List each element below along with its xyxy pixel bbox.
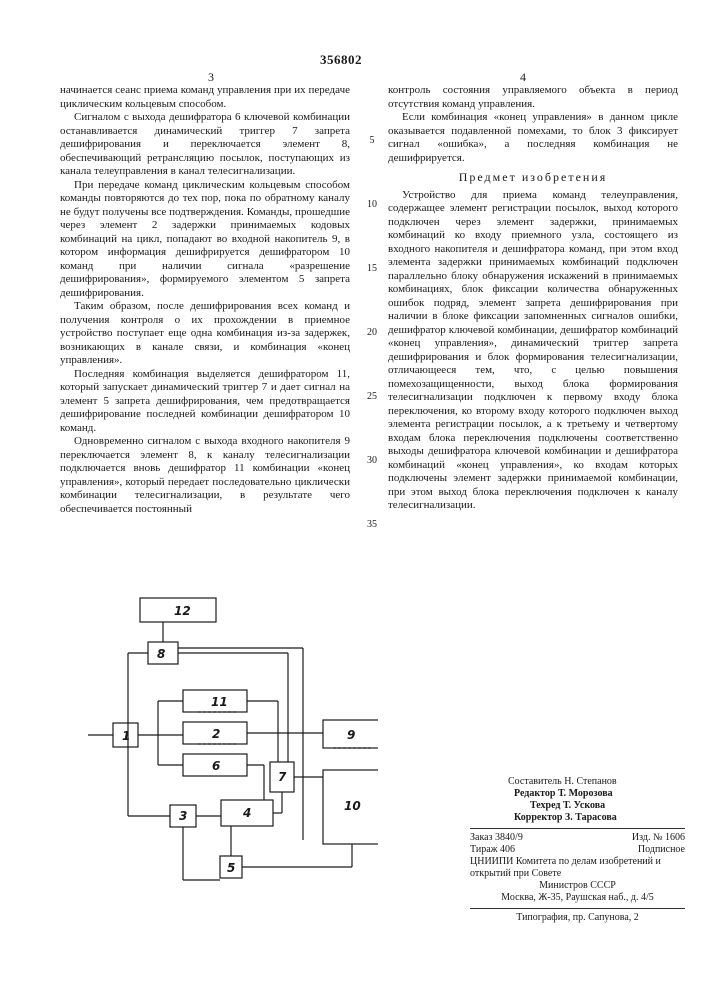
compiler: Составитель Н. Степанов [470, 776, 685, 788]
line-number: 5 [362, 135, 382, 146]
left-text-column [60, 84, 350, 516]
circulation: Тираж 406 [470, 844, 515, 856]
right-column-number: 4 [520, 70, 526, 85]
block-9-label: 9 [347, 728, 355, 742]
block-1-label: 1 [122, 729, 130, 743]
line-number: 35 [362, 519, 382, 530]
block-2-label: 2 [212, 727, 220, 741]
organization: ЦНИИПИ Комитета по делам изобретений и открытий при Совете [470, 856, 685, 880]
line-number: 15 [362, 263, 382, 274]
block-6-label: 6 [212, 759, 220, 773]
block-4-label: 4 [242, 806, 251, 820]
patent-number: 356802 [320, 52, 362, 68]
paragraph: Последняя комбинация выделяется дешифратором 11, который запускает динамический триггер 7 и дает сигнал на элемент 5 запрета дешифрирования, чем предотвращается дешифрирование последней комбинации дешифратором 10 команд. [60, 368, 350, 436]
block-10-label: 10 [344, 799, 361, 813]
techred: Техред Т. Ускова [470, 800, 685, 812]
order: Заказ 3840/9 [470, 832, 523, 844]
address: Москва, Ж-35, Раушская наб., д. 4/5 [470, 892, 685, 904]
line-number: 10 [362, 199, 382, 210]
paragraph: контроль состояния управляемого объекта в период отсутствия команд управления. [388, 84, 678, 111]
block-11-label: 11 [211, 695, 228, 709]
subscription: Подписное [638, 844, 685, 856]
paragraph: Одновременно сигналом с выхода входного накопителя 9 переключается элемент 8, к каналу телесигнализации подключается вновь дешифратор 11 комбинации «конец управления», который передает последовательно циклически комбинации телесигнализации, в результате чего обеспечивается постоянный [60, 435, 350, 516]
line-number: 30 [362, 455, 382, 466]
paragraph: Сигналом с выхода дешифратора 6 ключевой комбинации останавливается динамический триггер 7 запрета дешифрирования и переключается элемент 8, обеспечивающий ретрансляцию посылок, поступающих из канала телеуправления в канал телесигнализации. [60, 111, 350, 179]
edition-number: Изд. № 1606 [632, 832, 685, 844]
imprint [470, 776, 685, 924]
block-8-label: 8 [157, 647, 165, 661]
block-7-label: 7 [278, 770, 287, 784]
block-5-label: 5 [227, 861, 235, 875]
paragraph: Таким образом, после дешифрирования всех команд и получения контроля о их прохождении в приемное устройство поступает еще одна комбинация из-за задержек, возникающих в канале связи, и комбинация «конец управления». [60, 300, 350, 368]
right-text-column [388, 84, 678, 513]
editor: Редактор Т. Морозова [470, 788, 685, 800]
left-column-number: 3 [208, 70, 214, 85]
claims-heading: Предмет изобретения [388, 171, 678, 185]
paragraph: Если комбинация «конец управления» в данном цикле оказывается подавленной помехами, то блок 3 фиксирует сигнал «ошибка», а последняя комбинация не дешифрируется. [388, 111, 678, 165]
line-number: 20 [362, 327, 382, 338]
printer: Типография, пр. Сапунова, 2 [470, 912, 685, 924]
corrector: Корректор З. Тарасова [470, 812, 685, 824]
paragraph: При передаче команд циклическим кольцевым способом команды повторяются до тех пор, пока по обратному каналу не будут получены все подтверждения. Команды, прошедшие через элемент 2 задержки принимаемых кодовых комбинаций на цикл, попадают во входной накопитель 9, в котором информация дешифрируется дешифратором 10 команд при наличии сигнала «разрешение дешифрирования», формируемого элементом 5 запрета дешифрирования. [60, 179, 350, 301]
line-number: 25 [362, 391, 382, 402]
block-12-label: 12 [174, 604, 191, 618]
block-3-label: 3 [179, 809, 187, 823]
claims-paragraph: Устройство для приема команд телеуправления, содержащее элемент регистрации посылок, выход которого подключен через элемент задержки, принимаемых комбинаций ко входу приемного узла, состоящего из входного накопителя и дешифратора команд, при этом вход элемента задержки принимаемых комбинаций подключен параллельно блоку обнаружения искажений в принимаемых комбинациях, блок фиксации количества обнаруженных ошибок подряд, элемент запрета дешифрирования при наличии в блоке фиксации запомненных сигналов ошибки, дешифратор ключевой комбинации, дешифратор комбинаций «конец управления», динамический триггер запрета дешифрирования и блок формирования телесигнализации, отличающееся тем, что, с целью повышения помехозащищенности, выход блока формирования телесигнализации подключен к первому входу блока переключения, ко второму входу которого подключен выход элемента регистрации посылок, а к третьему и четвертому входам блока переключения подключены соответственно выходы дешифратора ключевой комбинации и дешифратора комбинаций «конец управления», ко входам которых подключены элемент задержки принимаемой комбинации, при этом выход блока переключения подключен к каналу телесигнализации. [388, 189, 678, 513]
block-diagram [88, 590, 378, 890]
paragraph: начинается сеанс приема команд управления при их передаче циклическим кольцевым способом. [60, 84, 350, 111]
organization-2: Министров СССР [470, 880, 685, 892]
